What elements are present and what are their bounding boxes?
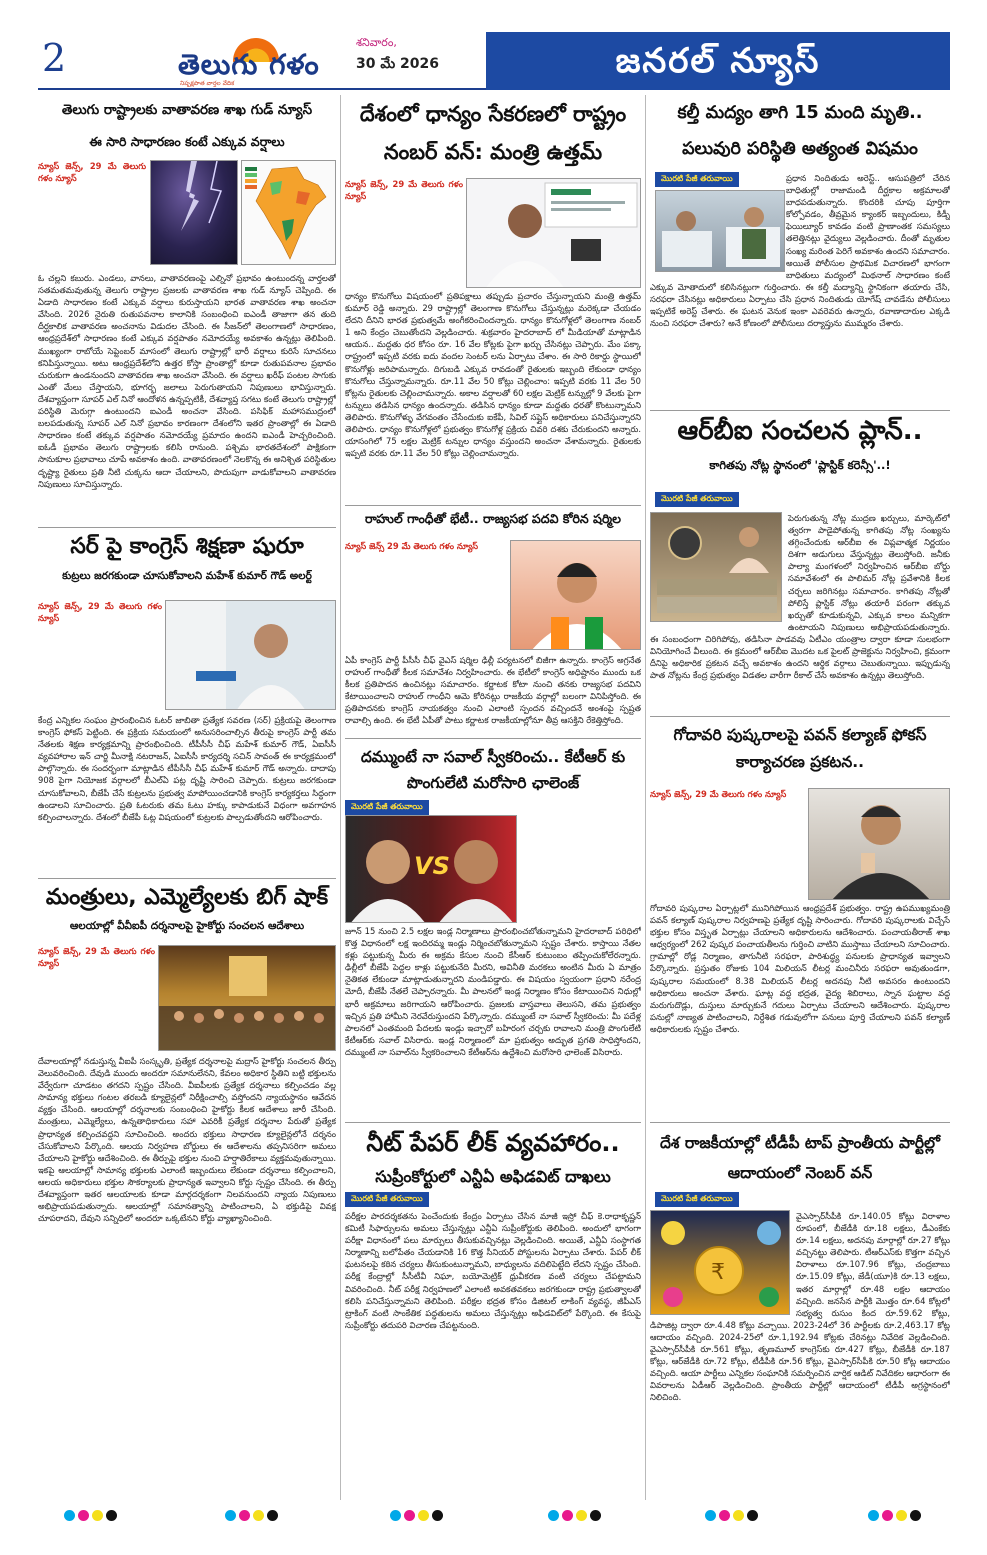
tdp-body-text: వైఎస్సార్‌సీపీకి రూ.140.05 కోట్లు విరాళాల రూపంలో, బీజేడీకి రూ.18 లక్షలు, డీఎంకేకు రూ.14 లక్షలు, అదనపు మార్గాల్లో రూ.27 కోట్లు వచ్చినట్టు తెలిపారు. టీఆర్‌ఎస్‌కు కొత్తగా వచ్చిన విరాళాలు రూ.107.96 కోట్లు, చంద్రబాబు రూ.15.09 కోట్లు, జేడీ(యూ)కి రూ.13 లక్షలు, ఇతర మార్గాల్లో రూ.48 లక్షల ఆదాయం వచ్చింది. జనసేన పార్టీకి మొత్తం రూ.64 కోట్లలో సభ్యత్వ రుసుం కింద రూ.59.62 కోట్లు, డిపాజిట్ల ద్వారా రూ.4.48 కోట్లు వచ్చాయి. 2023-24లో 36 పార్టీలకు రూ.2,463.17 కోట్ల ఆదాయం వచ్చింది. 2024-25లో రూ.1,192.94 కోట్లకు చేరినట్లు నివేదిక వెల్లడించింది. వైఎస్సార్‌సీపీకి రూ.561 కోట్లు, తృణమూల్ కాంగ్రెస్‌కు రూ.427 కోట్లు, బీజేడీకి రూ.187 కోట్లు, ఆర్‌జేడీకి రూ.72 కోట్లు, టీడీపీకి రూ.56 కోట్లు, వైఎస్సార్‌సీపీకి రూ.50 కోట్ల ఆదాయం వచ్చింది. ఆయా పార్టీలు ఎన్నికల సంఘానికి సమర్పించిన వార్షిక ఆడిట్ నివేదికల ఆధారంగా ఈ వివరాలను ఏడీఆర్ వెల్లడించింది. ప్రాంతీయ పార్టీల్లో ఆదాయంలో టీడీపీ అగ్రస్థానంలో నిలిచింది. — [650, 1211, 950, 1403]
magenta-mark-icon — [882, 1510, 893, 1521]
divider — [38, 527, 336, 528]
ministers-byline: న్యూస్ జెన్స్, 29 మే తెలుగు గళం న్యూస్ — [38, 946, 155, 969]
divider — [38, 878, 336, 879]
logo-tagline: నిష్పక్షపాత వార్తల వేదిక — [180, 80, 235, 87]
registration-marks — [705, 1510, 758, 1521]
liquor-body — [650, 172, 950, 507]
sharmila-figure — [511, 541, 641, 650]
sharmila-byline: న్యూస్ జెన్స్ 29 మే తెలుగు గళం న్యూస్ — [345, 541, 479, 551]
ktr-continued-tag: మొరటి పేజీ తరువాయి — [345, 800, 429, 815]
registration-marks — [64, 1510, 117, 1521]
yellow-mark-icon — [418, 1510, 429, 1521]
minister-figure — [467, 179, 641, 288]
divider — [345, 738, 641, 739]
rbi-continued-tag: మొరటి పేజీ తరువాయి — [655, 492, 739, 507]
divider — [650, 716, 950, 717]
registration-marks — [868, 1510, 921, 1521]
tdp-body — [650, 1210, 950, 1495]
congress-body: కేంద్ర ఎన్నికల సంఘం ప్రారంభించిన ఓటర్ జాబితా ప్రత్యేక సవరణ (సర్) ప్రక్రియపై తెలంగాణ కాంగ్రెస్ ఫోకస్ పెట్టింది. ఈ ప్రక్రియ సమయంలో అనుసరించాల్సిన తీరుపై కాంగ్రెస్ పార్టీ తమ నేతలకు శిక్షణ కార్యక్రమాన్ని ప్రారంభించింది. టీపీసీసీ చీఫ్ మహేశ్ కుమార్ గౌడ్, ఏఐసీసీ వ్యవహారాల ఇన్ చార్జి మీనాక్షి నటరాజన్, ఏఐసీసీ కార్యదర్శి సచిన్ సావంత్ ఈ కార్యక్రమంలో పాల్గొన్నారు. ఈ సందర్భంగా మాట్లాడిన టీపీసీసీ చీఫ్ మహేశ్ కుమార్ గౌడ్ అన్నారు. దాదాపు 908 పైగా నియోజక వర్గాలలో బీఎల్ఏ పట్ల దృష్టి సారించి చెప్పారు. కుట్రలు జరగకుండా చూసుకోవాలని, బీజేపీ చేసే కుట్రలను ప్రభుత్వ మాపోయించడానికి కాంగ్రెస్ కార్యకర్తలు సిద్ధంగా ఉండాలని సూచించారు. ప్రతి ఓటరుకు తమ ఓటు హక్కు కాపాడుకునే విధంగా అవగాహన కల్పించాలన్నారు. దేశంలో బీజేపీ ఓట్ల విషయంలో కుట్రలకు పాల్పడుతోందని ఆరోపించారు. — [38, 715, 336, 822]
divider — [345, 505, 641, 506]
black-mark-icon — [267, 1510, 278, 1521]
magenta-mark-icon — [239, 1510, 250, 1521]
congress-lead — [38, 600, 162, 712]
yellow-mark-icon — [896, 1510, 907, 1521]
pawan-kalyan-photo — [808, 788, 950, 900]
yellow-mark-icon — [733, 1510, 744, 1521]
cyan-mark-icon — [225, 1510, 236, 1521]
divider — [650, 1122, 950, 1123]
masthead — [38, 32, 950, 90]
weather-subhead: ఈ సారి సాధారణం కంటే ఎక్కువ వర్షాలు — [89, 134, 285, 149]
weather-body: ఓ చల్లని కబురు. ఎండలు, వానలు, వాతావరణంపై ఎల్నినో ప్రభావం ఉంటుందన్న వార్తలతో సతమతమవుతున్న తెలుగు రాష్ట్రాల ప్రజలకు వాతావరణ శాఖ గుడ్ న్యూస్ చెప్పింది. ఈ ఏడాది సాధారణం కంటే ఎక్కువ వర్షాలు కురుస్తాయని భారత వాతావరణ శాఖ అంచనా వేసింది. 2026 నైరుతి రుతుపవనాల కాలానికి సంబంధించి ఐఎండీ తాజాగా తన తుది దీర్ఘకాలిక వాతావరణ అంచనాను విడుదల చేసింది. ఈ సీజన్‌లో తెలంగాణలో సాధారణం, ఆంధ్రప్రదేశ్‌లో సాధారణం కంటే ఎక్కువ వర్షపాతం నమోదయ్యే అవకాశం ఉన్నట్లు తెలిపింది. ముఖ్యంగా రాబోయే సెప్టెంబర్ మాసంలో తెలుగు రాష్ట్రాల్లో భారీ వర్షాలు కురిసే సూచనలు కనిపిస్తున్నాయి. అటు ఆంధ్రప్రదేశ్‌లోని ఉత్తర కోస్తా ప్రాంతాల్లో కూడా రుతుపవనాల ప్రభావం చురుకుగా ఉండనుందని వాతావరణ శాఖ అంచనా వేసింది. ఈ వర్షాలు ఖరీఫ్ పంటల సాగుకు ఎంతో మేలు చేస్తాయని, భూగర్భ జలాలు పెరుగుతాయని నిపుణులు భావిస్తున్నారు. దేశవ్యాప్తంగా సూపర్ ఎల్ నినో ఆందోళన ఉన్నప్పటికీ, దేశవ్యాప్త సగటు కంటే తెలుగు రాష్ట్రాల్లో పరిస్థితి మెరుగ్గా ఉంటుందని ఐఎండీ అంచనా వేసింది. పసిఫిక్ మహాసముద్రంలో బలపడుతున్న సూపర్ ఎల్ నినో ప్రభావం కారణంగా దేశంలోని ఇతర ప్రాంతాల్లో ఈ ఏడాది సాధారణం కంటే తక్కువ వర్షపాతం నమోదయ్యే ప్రమాదం ఉందని ఐఎండీ హెచ్చరించింది. ఐఓడీ ప్రభావం తెలుగు రాష్ట్రాలకు కలిసి రానుంది. పశ్చిమ భారతదేశంలో పాక్షికంగా సానుకూల ప్రభావాలు చూపే అవకాశం ఉంది. వాతావరణంలో నెలకొన్న ఈ అనిశ్చిత పరిస్థితుల దృష్ట్యా రైతులు ప్రతి నీటి చుక్కను ఆదా చేయాలని, పొదుపుగా వాడుకోవాలని వాతావరణ నిపుణులు సూచిస్తున్నారు. — [38, 273, 336, 489]
ministers-subhead: ఆలయాల్లో వీవీఐపీ దర్శనాలపై హైకోర్టు సంచలన ఆదేశాలు — [69, 920, 305, 932]
tdp-continued-tag: మొరటి పేజీ తరువాయి — [655, 1192, 739, 1207]
issue-date: 30 మే 2026 — [356, 56, 440, 72]
rbi-headline: ఆర్‌బీఐ సంచలన ప్లాన్.. — [677, 416, 923, 446]
grain-headline: దేశంలో ధాన్యం సేకరణలో రాష్ట్రం నంబర్ వన్: మంత్రి ఉత్తమ్ — [359, 102, 627, 164]
temple-crowd-figure — [159, 946, 336, 1051]
grain-lead — [345, 178, 463, 288]
ministers-body: దేవాలయాల్లో నడుస్తున్న వీఐపీ సంస్కృతి, ప్రత్యేక దర్శనాలపై మద్రాస్ హైకోర్టు సంచలన తీర్పు వెలువరించింది. దేవుడి ముందు అందరూ సమానులేనని, కేవలం అధికార స్థితిని బట్టి భక్తులను వేర్వేరుగా చూడటం తగదని స్పష్టం చేసింది. వీఐపీలకు ప్రత్యేక దర్శనాలు కల్పించడం వల్ల సామాన్య భక్తులు గంటల తరబడి క్యూలైన్లలో నిరీక్షించాల్సి వస్తోందని న్యాయస్థానం ఆవేదన వ్యక్తం చేసింది. ఆలయాల్లో దర్శనాలకు సంబంధించి హైకోర్టు కీలక ఆదేశాలు జారీ చేసింది. మంత్రులు, ఎమ్మెల్యేలు, ఉన్నతాధికారులు సహా ఎవరికీ ప్రత్యేక దర్శనాల పేరుతో ప్రత్యేక ప్రాధాన్యత కల్పించవద్దని సూచించింది. అందరు భక్తులు సాధారణ క్యూలైన్లలోనే దర్శనం చేసుకోవాలని పేర్కొంది. ఆలయ నిర్వహణ బోర్డులు ఈ ఆదేశాలను తప్పనిసరిగా అమలు చేయాలని హైకోర్టు ఆదేశించింది. ఈ తీర్పుపై భక్తుల నుంచి హర్షాతిరేకాలు వ్యక్తమవుతున్నాయి. ఇకపై ఆలయాల్లో సామాన్య భక్తులకు ఎలాంటి ఇబ్బందులు లేకుండా దర్శనాలు కల్పించాలని, ఆలయ అధికారులు భక్తుల సౌకర్యాలకు ప్రాధాన్యత ఇవ్వాలని కోర్టు స్పష్టం చేసింది. ఈ తీర్పు దేశవ్యాప్తంగా ఇతర ఆలయాలకు కూడా మార్గదర్శకంగా నిలవనుందని న్యాయ నిపుణులు అభిప్రాయపడుతున్నారు. ఆలయాల్లో సమానత్వాన్ని పాటించాలని, ఏ భక్తుడిపై వివక్ష చూపరాదని, దేవుని సన్నిధిలో అందరూ ఒక్కటేనని కోర్టు వ్యాఖ్యానించింది. — [38, 1056, 336, 1224]
rbi-subhead: కాగితపు నోట్ల స్థానంలో 'ప్లాస్టిక్ కరెన్సీ'..! — [709, 458, 891, 472]
india-map-icon — [242, 161, 336, 265]
pawan-lead — [650, 788, 804, 900]
rbi-body — [650, 512, 950, 757]
ktr-headline: దమ్ముంటే నా సవాల్ స్వీకరించు.. కేటీఆర్ కు పొంగులేటి మరోసారి ఛాలెంజ్ — [360, 748, 626, 792]
pawan-headline: గోదావరి పుష్కరాలపై పవన్ కల్యాణ్ ఫోకస్ కార్యాచరణ ప్రకటన.. — [673, 726, 927, 771]
black-mark-icon — [106, 1510, 117, 1521]
date-block — [356, 36, 476, 75]
ktr-vs-ponguleti-image — [345, 815, 517, 923]
congress-byline: న్యూస్ జెన్స్, 29 మే తెలుగు గళం న్యూస్ — [38, 601, 162, 624]
tdp-image-spacer — [650, 1210, 796, 1318]
rbi-image-spacer — [650, 512, 788, 626]
yellow-mark-icon — [92, 1510, 103, 1521]
divider — [345, 1122, 641, 1123]
sharmila-body: ఏపీ కాంగ్రెస్ పార్టీ పీసీసీ చీఫ్ వైఎస్ షర్మిల ఢిల్లీ పర్యటనలో బిజీగా ఉన్నారు. కాంగ్రెస్ అగ్రనేత రాహుల్ గాంధీతో కీలక సమావేశం నిర్వహించారు. ఈ భేటీలో కాంగ్రెస్ అధిష్టానం ముందు ఒక కీలక ప్రతిపాదన ఉంచినట్లు సమాచారం. కర్ణాటక కోటా నుంచి తనకు రాజ్యసభ పదవిని కేటాయించాలని రాహుల్ గాంధీని ఆమె కోరినట్లు రాజకీయ వర్గాల్లో బలంగా వినిపిస్తోంది. ఈ ప్రతిపాదనకు కాంగ్రెస్ నాయకత్వం నుంచి ఎలాంటి స్పందన వచ్చిందనే అంశంపై స్పష్టత రావాల్సి ఉంది. ఈ భేటీ ఏపీతో పాటు కర్ణాటక రాజకీయాల్లోనూ తీవ్ర ఆసక్తిని రేకెత్తిస్తోంది. — [345, 655, 641, 726]
pawan-figure — [809, 789, 950, 900]
registration-marks — [225, 1510, 278, 1521]
yellow-mark-icon — [253, 1510, 264, 1521]
magenta-mark-icon — [404, 1510, 415, 1521]
yellow-mark-icon — [576, 1510, 587, 1521]
rbi-body-text: పెరుగుతున్న నోట్ల ముద్రణ ఖర్చులు, మార్కెట్‌లో త్వరగా పాడైపోతున్న కాగితపు నోట్ల సంఖ్యను తగ్గించేందుకు ఆర్‌బీఐ ఈ విప్లవాత్మక నిర్ణయం దిశగా అడుగులు వేస్తున్నట్లు తెలుస్తోంది. జనీకు పాల్యా మంగళంలో నిర్వహించిన ఆర్‌బీఐ బోర్డు సమావేశంలో ఈ పాలిమర్ నోట్ల ప్రవేశానికి కీలక చర్చలు జరిగినట్లు సమాచారం. కాగితపు నోట్లతో పోలిస్తే ప్లాస్టిక్ నోట్లు తయారీ పరంగా తక్కువ ఖర్చుతో కూడుకున్నవి, ఎక్కువ కాలం మన్నికగా ఉంటాయని నిపుణులు అభిప్రాయపడుతున్నారు. ఈ సంబంధంగా చిరిగిపోవు, తడిసినా పాడవవు ఏటీఎం యంత్రాల ద్వారా కూడా సులభంగా వినియోగించే వీలుంది. ఈ క్రమంలో ఆర్‌బీఐ మొదట ఒక పైలట్ ప్రాజెక్టును నిర్వహించి, క్రమంగా దీనిపై అధికారిక ప్రకటన వచ్చే అవకాశం ఉందని ఆర్థిక వర్గాలు చెబుతున్నాయి. ఇప్పుడున్న పాత నోట్లను కేంద్ర ప్రభుత్వం విడతల వారీగా రీకాల్ చేసే అవకాశం ఉన్నట్లు తెలుస్తోంది. — [650, 513, 950, 681]
cyan-mark-icon — [390, 1510, 401, 1521]
grain-byline: న్యూస్ జెన్స్, 29 మే తెలుగు గళం న్యూస్ — [345, 179, 463, 202]
cyan-mark-icon — [868, 1510, 879, 1521]
magenta-mark-icon — [562, 1510, 573, 1521]
black-mark-icon — [910, 1510, 921, 1521]
neet-continued-tag: మొరటి పేజీ తరువాయి — [345, 1192, 429, 1207]
temple-crowd-photo — [158, 945, 336, 1051]
divider — [650, 410, 950, 411]
sharmila-photo — [510, 540, 641, 650]
registration-marks — [548, 1510, 601, 1521]
ministers-headline: మంత్రులు, ఎమ్మెల్యేలకు బిగ్ షాక్ — [45, 885, 329, 910]
vs-label: VS — [414, 852, 450, 880]
congress-headline: సర్ పై కాంగ్రెస్ శిక్షణా షురూ — [70, 534, 304, 559]
column-divider — [340, 95, 341, 1500]
weather-byline: న్యూస్ జెన్స్, 29 మే తెలుగు గళం న్యూస్ — [38, 161, 146, 184]
ktr-body: జూన్ 15 నుంచి 2.5 లక్షల ఇండ్ల నిర్మాణాలు ప్రారంభించబోతున్నామని హైదరాబాద్ పరిధిలో కొత్త విధానంలో లక్ష ఇందిరమ్మ ఇండ్లు నిర్మించబోతున్నామని స్పష్టం చేశారు. కాస్తాయి నేతల కళ్లు పట్టుకున్న మీరు ఈ అక్రమ కేసుల నుంచి కేసీఆర్ కుటుంబం తప్పించుకోలేరన్నారు. ఢిల్లీలో బీజేపీ పెద్దల కాళ్లు పట్టుకునేది మీరని, అవినీతి మరకలు అంటిన మీరు ఏ మాత్రం నైతికత లేకుండా మాట్లాడుతున్నారని మండిపడ్డారు. ఈ విషయం స్వయంగా ప్రధాని నరేంద్ర మోదీ, బీజేపీ నేతలే చెప్పారన్నారు. మీ పాలనలో ఇండ్ల నిర్మాణం కోసం కేటాయించిన నిధుల్లో భారీ అక్రమాలు జరిగాయని ఆరోపించారు. ప్రజలకు వాస్తవాలు తెలుసని, తమ ప్రభుత్వం ఇచ్చిన ప్రతి హామీని నెరవేరుస్తుందని పేర్కొన్నారు. దమ్ముంటే నా సవాల్ స్వీకరించు: మీ పదేళ్ల పాలనలో ఎంతమంది పేదలకు ఇండ్లు ఇచ్చారో బహిరంగ చర్చకు రావాలని మంత్రి పొంగులేటి కేటీఆర్‌కు సవాల్ విసిరారు. ఇండ్ల నిర్మాణంలో మా ప్రభుత్వం అద్భుత ప్రగతి సాధిస్తోందని, దమ్ముంటే నా సవాల్‌ను స్వీకరించాలని కేటీఆర్‌ను ఉద్దేశించి మరోసారి ఛాలెంజ్ విసిరారు. — [345, 926, 641, 1057]
logo-text: తెలుగు గళం — [178, 48, 320, 81]
lightning-image — [150, 160, 238, 265]
magenta-mark-icon — [719, 1510, 730, 1521]
liquor-body-text: ప్రధాన నిందితుడు అరెస్ట్.. ఆసుపత్రిలో చేరిన బాధితుల్లో రాజామండి దీర్ఘకాల అక్రమాలతో బాధపడుతున్నారు. కొందరికి చూపు పూర్తిగా కోల్పోవడం, తీవ్రమైన క్యాంకర్ ఇబ్బందులు, కిడ్నీ ఫెయిల్యూర్ కావడం వంటి ప్రాణాంతక సమస్యలు తలెత్తినట్లు వైద్యులు వెల్లడించారు. దీంతో మృతుల సంఖ్య మరింత పెరిగే అవకాశం ఉందని సమాచారం. అయితే పోలీసుల ప్రాథమిక విచారణలో భాగంగా బాధితులు మద్యంలో మిథనాల్ సాధారణం కంటే ఎక్కువ మోతాదులో కలిసినట్లుగా గుర్తించారు. ఈ కల్తీ మద్యాన్ని స్థానికంగా తయారు చేసి, సరఫరా చేసినట్లు అధికారులు ఏర్పాటు చేసి ప్రధాన నిందితుడు యోగేష్ చావడేను పోలీసులు ఇప్పటికే అరెస్ట్ చేశారు. ఈ ఘటన వెనుక ఇంకా ఎవరెవరు ఉన్నారు, రవాణాదారుల ఎక్కడి నుంచి సరఫరా చేశారు? అనే కోణంలో పోలీసులు దర్యాప్తును ముమ్మరం చేశారు. — [650, 173, 950, 329]
registration-marks — [390, 1510, 443, 1521]
column-divider — [645, 95, 646, 1500]
black-mark-icon — [747, 1510, 758, 1521]
neet-headline: నీట్ పేపర్ లీక్ వ్యవహారం.. — [366, 1129, 620, 1157]
pawan-byline: న్యూస్ జెన్స్, 29 మే తెలుగు గళం న్యూస్ — [650, 789, 787, 799]
congress-leader-figure — [166, 601, 336, 710]
svg-text:₹: ₹ — [711, 1260, 725, 1285]
logo — [178, 38, 328, 86]
congress-leader-photo — [165, 600, 336, 710]
section-banner: జనరల్ న్యూస్ — [486, 32, 950, 90]
cyan-mark-icon — [548, 1510, 559, 1521]
grain-body: ధాన్యం కొనుగోలు విషయంలో ప్రతిపక్షాలు తప్పుడు ప్రచారం చేస్తున్నాయని మంత్రి ఉత్తమ్ కుమార్ రెడ్డి అన్నారు. 29 రాష్ట్రాల్లో తెలంగాణ కొనుగోలు చేస్తున్నట్లు మరెక్కడా చేయడం లేదని దీనిని భారత ప్రభుత్వమే అంగీకరించిందన్నారు. ధాన్యం కొనుగోళ్లలో తెలంగాణ నంబర్ 1 అని కేంద్రం చెబుతోందని వెల్లడించారు. శుక్రవారం హైదరాబాద్ లో మీడియాతో మాట్లాడిన ఆయన.. మద్దతు ధర కోసం రూ. 16 వేల కోట్లకు పైగా ఖర్చు చేసినట్లు చెప్పారు. మేం పక్కా రాష్ట్రంలో ఇప్పటి వరకు ఐదు వందల సెంటర్ లను ఏర్పాటు చేశాం. ఈ సారి రికార్డు స్థాయిలో కొనుగోళ్లు జరిపామన్నారు. దిగుబడి ఎక్కువ రావడంతో రైతులకు ఇబ్బంది లేకుండా ధాన్యం కొనుగోలు చేస్తున్నామన్నారు. రూ.11 వేల 50 కోట్లు చెల్లించాం: ఇప్పటి వరకు 11 వేల 50 కోట్లను రైతులకు చెల్లించామన్నారు. అకాల వర్షాలతో 60 లక్షల మెట్రిక్ టన్నుల్లో 9 వేలకు పైగా టన్నులు తడిసిన ధాన్యం ఉందన్నారు. తడిసిన ధాన్యం కూడా మద్దతు ధరతో కొంటున్నామని తెలిపారు. కొనుగోళ్ళు వేగవంతం చేసేందుకు ఐకేపీ, సివిల్ సప్లైస్ అధికారులు పనిచేస్తున్నారని తెలిపారు. ధాన్యం కొనుగోళ్లలో ప్రభుత్వం కొనుగోళ్ల ప్రక్రియ చివరి దశకు చేరుకుందని అన్నారు. యాసంగిలో 75 లక్షల మెట్రిక్ టన్నుల ధాన్యం వస్తుందని అంచనా వేశామన్నారు. రైతులకు ఇప్పటి వరకు రూ.11 వేల 50 కోట్లు చెల్లించామన్నారు. — [345, 291, 641, 459]
black-mark-icon — [432, 1510, 443, 1521]
magenta-mark-icon — [78, 1510, 89, 1521]
cyan-mark-icon — [705, 1510, 716, 1521]
sharmila-headline: రాహుల్ గాంధీతో భేటీ.. రాజ్యసభ పదవి కోరిన షర్మిల — [364, 511, 622, 526]
minister-uttam-photo — [466, 178, 641, 288]
liquor-headline: కల్తీ మద్యం తాగి 15 మంది మృతి.. పలువురి పరిస్థితి అత్యంత విషమం — [677, 103, 923, 159]
page-number: 2 — [42, 36, 67, 80]
cyan-mark-icon — [64, 1510, 75, 1521]
black-mark-icon — [590, 1510, 601, 1521]
liquor-image-spacer — [650, 172, 786, 276]
weather-lead — [38, 160, 146, 268]
congress-subhead: కుట్రలు జరగకుండా చూసుకోవాలని మహేశ్ కుమార్ గౌడ్ అలర్ట్ — [62, 570, 312, 582]
pawan-body: గోదావరి పుష్కరాల ఏర్పాట్లలో మునిగిపోయిన ఆంధ్రప్రదేశ్ ప్రభుత్వం. రాష్ట్ర ఉపముఖ్యమంత్రి పవన్ కల్యాణ్ పుష్కరాల నిర్వహణపై ప్రత్యేక దృష్టి సారించారు. గోదావరి పుష్కరాలకు విచ్చేసే భక్తుల కోసం విస్తృత ఏర్పాట్లు చేయాలని అధికారులను ఆదేశించారు. పంచాయతీరాజ్ శాఖ ఆధ్వర్యంలో 262 పుష్కర పంచాయతీలను గుర్తించి వాటిని ముస్తాబు చేయాలని సూచించారు. గ్రామాల్లో రోడ్ల నిర్మాణం, తాగునీటి సరఫరా, పారిశుద్ధ్య పనులకు ప్రాధాన్యత ఇవ్వాలని పేర్కొన్నారు. ప్రస్తుతం రోజుకు 104 మిలియన్ లీటర్ల మంచినీరు సరఫరా అవుతుండగా, పుష్కరాల సమయంలో 8.38 మిలియన్ లీటర్ల అదనపు నీటి అవసరం ఉంటుందని అధికారులు అంచనా వేశారు. ఘాట్ల వద్ద భద్రత, వైద్య శిబిరాలు, స్నాన ఘట్టాల వద్ద మరుగుదొడ్లు, దుస్తులు మార్చుకునే గదులు ఏర్పాటు చేయాలని ఆదేశించారు. పుష్కరాల పనుల్లో నాణ్యత పాటించాలని, నిర్దేశిత గడువులోగా పనులు పూర్తి చేయాలని పవన్ కల్యాణ్ అధికారులకు స్పష్టం చేశారు. — [650, 903, 950, 1034]
neet-subhead: సుప్రీంకోర్టులో ఎన్టీఏ అఫిడవిట్ దాఖలు — [375, 1167, 611, 1186]
india-rainfall-map — [241, 160, 336, 265]
weather-headline: తెలుగు రాష్ట్రాలకు వాతావరణ శాఖ గుడ్ న్యూస్ — [61, 102, 313, 118]
tdp-headline: దేశ రాజకీయాల్లో టీడీపీ టాప్ ప్రాంతీయ పార్టీల్లో ఆదాయంలో నెంబర్ వన్ — [659, 1134, 941, 1182]
liquor-continued-tag: మొరటి పేజీ తరువాయి — [655, 172, 739, 187]
neet-body: పరీక్షల పారదర్శకతను పెంచేందుకు కేంద్రం ఏర్పాటు చేసిన మాజీ ఇస్రో చీఫ్ కె.రాధాకృష్ణన్ కమిటీ సిఫార్సులను అమలు చేస్తున్నట్లు ఎన్టీఏ సుప్రీంకోర్టుకు తెలిపింది. అందులో భాగంగా పరీక్షా విధానంలో పలు మార్పులు తీసుకువచ్చినట్లు వెల్లడించింది. అయితే, ఎన్టీఏ సంస్థాగత నిర్మాణాన్ని బలోపేతం చేయడానికి 16 కొత్త సీనియర్ పోస్టులను ఏర్పాటు చేశారు. పేపర్ లీక్ ఘటనలపై కఠిన చర్యలు తీసుకుంటున్నామని, బాధ్యులను వదిలిపెట్టేది లేదని స్పష్టం చేసింది. పరీక్ష కేంద్రాల్లో సీసీటీవీ నిఘా, బయోమెట్రిక్ ధ్రువీకరణ వంటి చర్యలు చేపట్టామని వివరించింది. నీట్ పరీక్ష నిర్వహణలో ఎలాంటి అవకతవకలు జరగకుండా రాష్ట్ర ప్రభుత్వాలతో కలిసి పనిచేస్తున్నామని తెలిపింది. పరీక్షల భద్రత కోసం డిజిటల్ లాకింగ్ వ్యవస్థ, జీపీఎస్ ట్రాకింగ్ వంటి సాంకేతిక పద్ధతులను అమలు చేస్తున్నట్లు అఫిడవిట్‌లో పేర్కొంది. ఈ కేసుపై సుప్రీంకోర్టు తదుపరి విచారణ చేపట్టనుంది. — [345, 1211, 641, 1330]
ministers-lead — [38, 945, 155, 1053]
weekday: శనివారం, — [356, 36, 397, 49]
lightning-bolt-icon — [151, 161, 238, 265]
sharmila-lead — [345, 540, 507, 650]
